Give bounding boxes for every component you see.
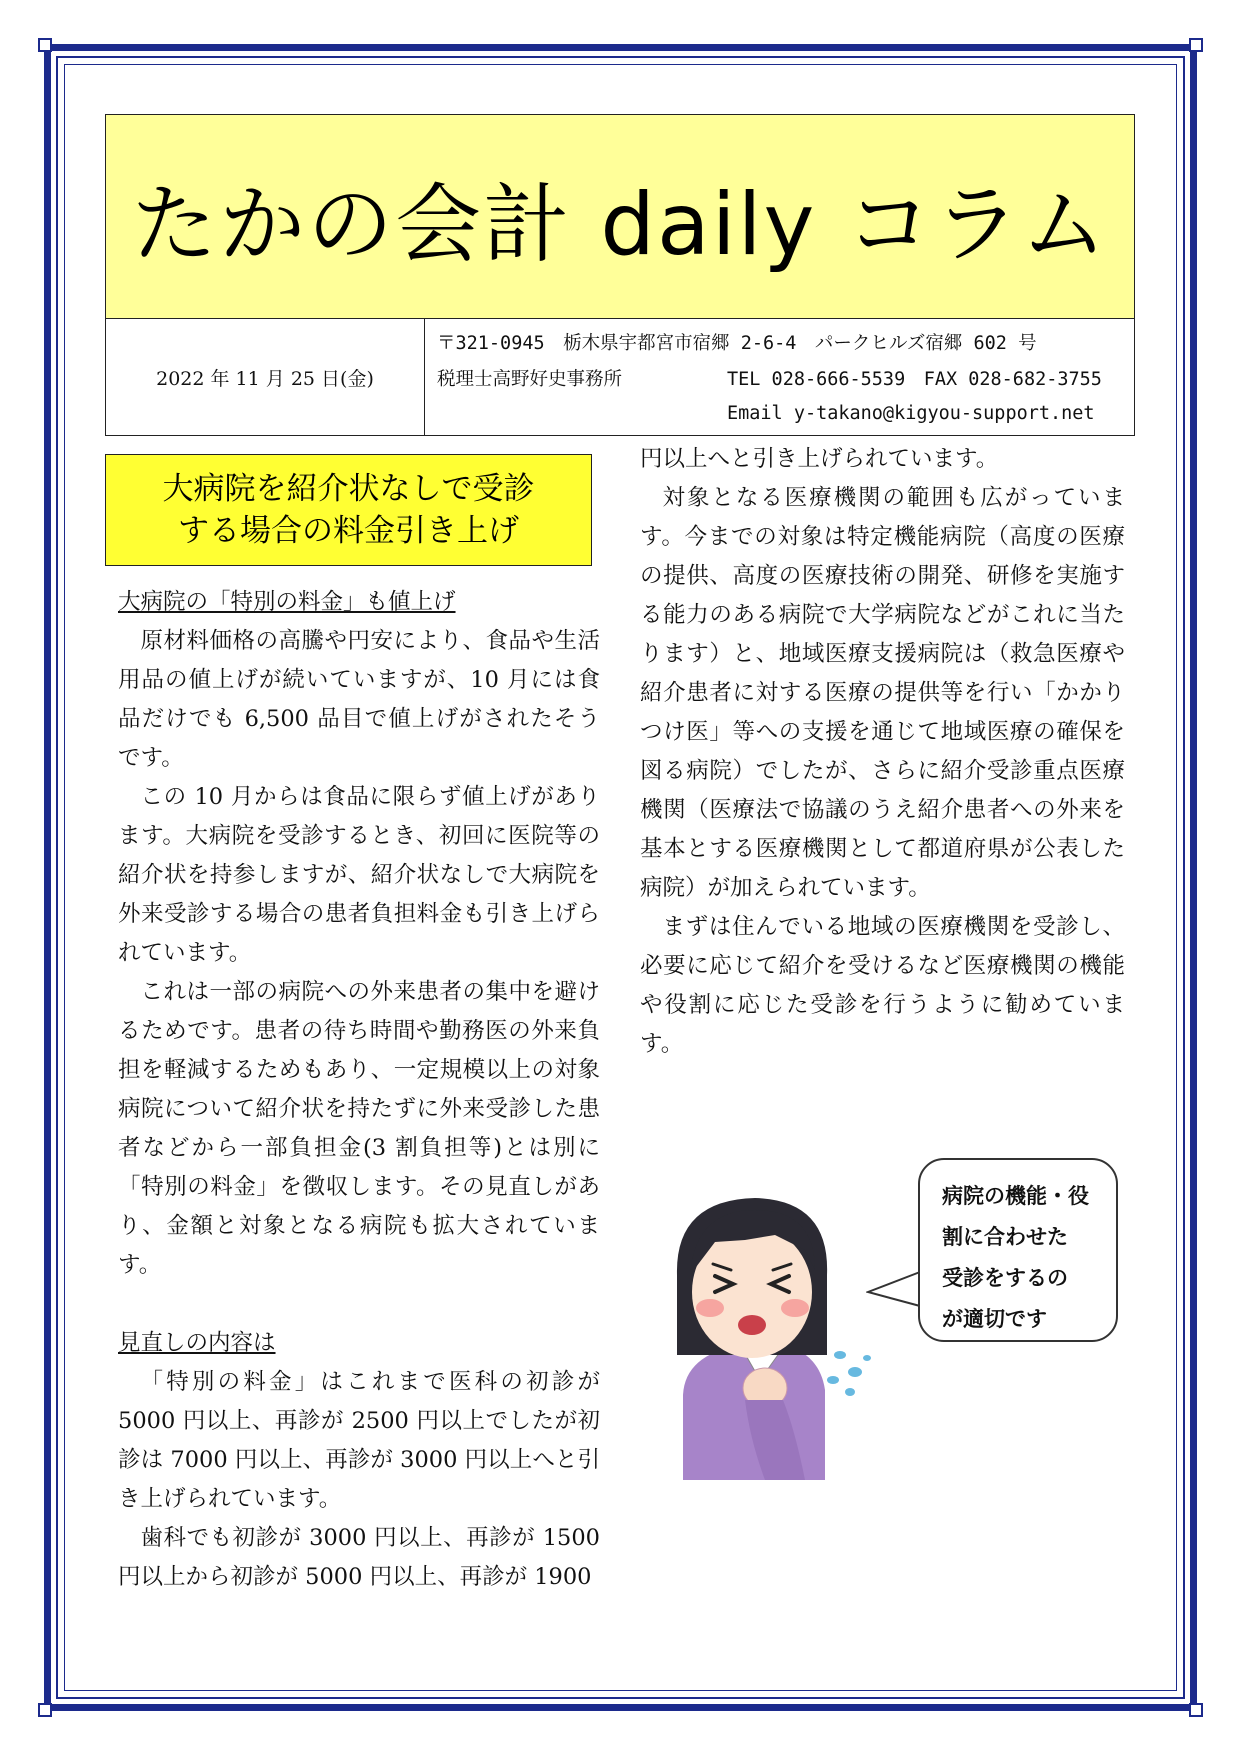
paragraph: 歯科でも初診が 3000 円以上、再診が 1500 円以上から初診が 5000 円以上、再診が 1900 xyxy=(118,1525,600,1590)
corner-ornament xyxy=(1189,38,1203,52)
corner-ornament xyxy=(38,1703,52,1717)
speech-bubble-tail xyxy=(866,1270,926,1310)
headline-line-1: 大病院を紹介状なしで受診 xyxy=(162,471,535,507)
page-title: たかの会計 daily コラム xyxy=(131,174,1109,275)
bubble-line: 割に合わせた xyxy=(942,1225,1068,1249)
office-info xyxy=(425,319,1134,435)
left-column xyxy=(118,583,600,1597)
bubble-line: 受診をするの xyxy=(942,1266,1068,1290)
paragraph: これは一部の病院への外来患者の集中を避けるためです。患者の待ち時間や勤務医の外来負担を軽減するためもあり、一定規模以上の対象病院について紹介状を持たずに外来受診した患者などから一部負担金(3 割負担等)とは別に「特別の料金」を徴収します。その見直しがあり、金額と対象となる病院も拡大されています。 xyxy=(118,979,600,1278)
bubble-line: 病院の機能・役 xyxy=(942,1184,1089,1208)
bubble-line: が適切です xyxy=(942,1307,1047,1331)
info-row xyxy=(105,318,1135,436)
office-email[interactable]: Email y-takano@kigyou-support.net xyxy=(727,403,1095,424)
article-headline xyxy=(105,454,592,566)
office-address: 〒321-0945 栃木県宇都宮市宿郷 2-6-4 パークヒルズ宿郷 602 号 xyxy=(437,333,1037,354)
paragraph: 対象となる医療機関の範囲も広がっています。今までの対象は特定機能病院（高度の医療の提供、高度の医療技術の開発、研修を実施する能力のある病院で大学病院などがこれに当たります）と、地域医療支援病院は（救急医療や紹介患者に対する医療の提供等を行い「かかりつけ医」等への支援を通じて地域医療の確保を図る病院）でしたが、さらに紹介受診重点医療機関（医療法で協議のうえ紹介患者への外来を基本とする医療機関として都道府県が公表した病院）が加えられています。 xyxy=(640,485,1125,901)
corner-ornament xyxy=(38,38,52,52)
coughing-person-illustration xyxy=(655,1180,885,1480)
paragraph: 「特別の料金」はこれまで医科の初診が 5000 円以上、再診が 2500 円以上でしたが初診は 7000 円以上、再診が 3000 円以上へと引き上げられています。 xyxy=(118,1369,600,1512)
paragraph: この 10 月からは食品に限らず値上げがあります。大病院を受診するとき、初回に医院等の紹介状を持参しますが、紹介状なしで大病院を外来受診する場合の患者負担料金も引き上げられています。 xyxy=(118,784,600,966)
office-name: 税理士高野好史事務所 xyxy=(437,369,623,390)
speech-bubble xyxy=(918,1158,1118,1342)
corner-ornament xyxy=(1189,1703,1203,1717)
title-banner xyxy=(105,114,1135,319)
paragraph: 原材料価格の高騰や円安により、食品や生活用品の値上げが続いていますが、10 月には食品だけでも 6,500 品目で値上げがされたそうです。 xyxy=(118,628,600,771)
issue-date: 2022 年 11 月 25 日(金) xyxy=(106,319,425,435)
paragraph-continuation: 円以上へと引き上げられています。 xyxy=(640,446,999,472)
headline-line-2: する場合の料金引き上げ xyxy=(178,513,519,549)
section-heading-special-fee: 大病院の「特別の料金」も値上げ xyxy=(118,589,456,615)
paragraph: まずは住んでいる地域の医療機関を受診し、必要に応じて紹介を受けるなど医療機関の機能や役割に応じた受診を行うように勧めています。 xyxy=(640,914,1125,1057)
right-column xyxy=(640,440,1125,1064)
section-heading-revision: 見直しの内容は xyxy=(118,1330,276,1356)
office-tel-fax: TEL 028-666-5539 FAX 028-682-3755 xyxy=(727,369,1102,390)
